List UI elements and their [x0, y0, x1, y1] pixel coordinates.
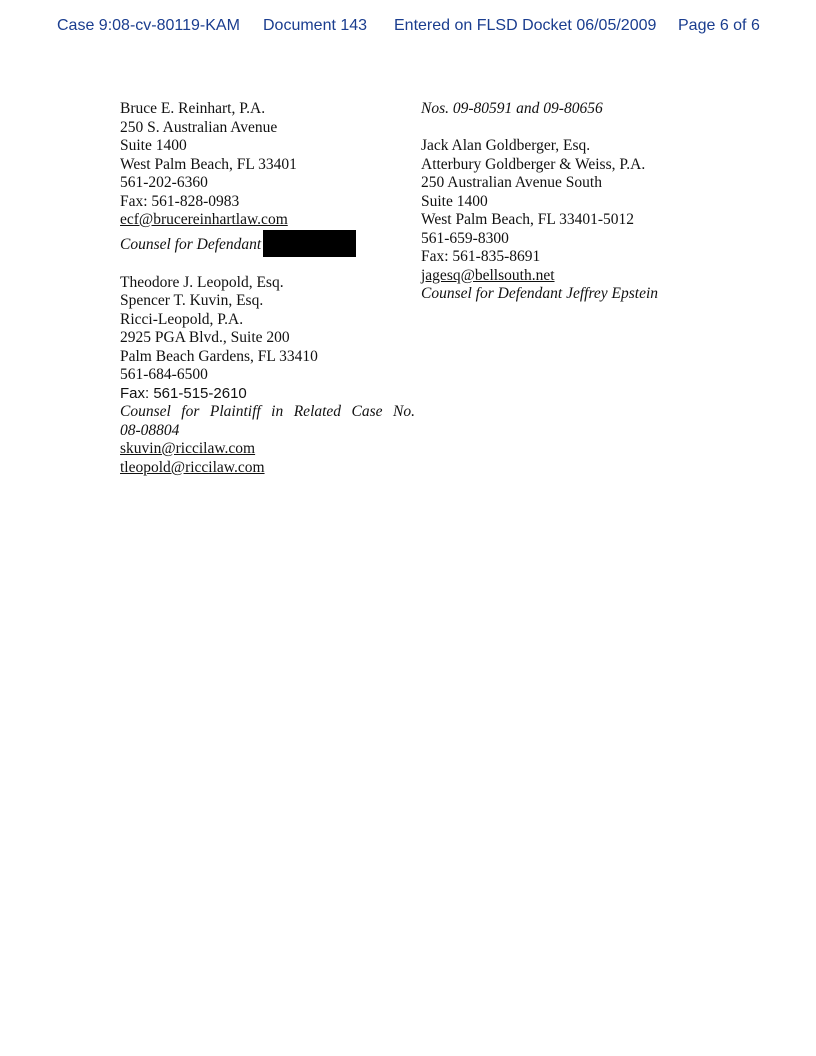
docket-entry-date: Entered on FLSD Docket 06/05/2009	[394, 17, 657, 34]
attorney-name: Jack Alan Goldberger, Esq.	[421, 137, 591, 154]
email-link[interactable]: ecf@brucereinhartlaw.com	[120, 211, 288, 228]
document-number: Document 143	[263, 17, 368, 34]
city-state-zip: West Palm Beach, FL 33401	[120, 155, 297, 173]
right-column	[421, 100, 721, 304]
goldberger-address-block	[421, 137, 721, 304]
city-state-zip: Palm Beach Gardens, FL 33410	[120, 347, 318, 365]
street-address: 250 S. Australian Avenue	[120, 118, 278, 136]
city-state-zip: West Palm Beach, FL 33401-5012	[421, 211, 634, 228]
fax: Fax: 561-828-0983	[120, 192, 240, 210]
suite: Suite 1400	[120, 137, 187, 154]
phone: 561-202-6360	[120, 174, 208, 191]
counsel-role: Counsel for Defendant	[120, 235, 262, 253]
spacer	[120, 257, 415, 274]
attorney-name: Spencer T. Kuvin, Esq.	[120, 292, 264, 309]
counsel-line	[120, 230, 415, 257]
email-link[interactable]: tleopold@riccilaw.com	[120, 458, 265, 476]
spacer	[421, 119, 721, 138]
left-column	[120, 100, 415, 477]
email-link[interactable]: skuvin@riccilaw.com	[120, 440, 256, 457]
page-number: Page 6 of 6	[678, 17, 760, 34]
firm-name: Atterbury Goldberger & Weiss, P.A.	[421, 155, 646, 173]
counsel-role: Counsel for Defendant Jeffrey Epstein	[421, 285, 659, 302]
case-numbers: Nos. 09-80591 and 09-80656	[421, 100, 603, 117]
attorney-name: Theodore J. Leopold, Esq.	[120, 273, 284, 291]
phone: 561-659-8300	[421, 229, 509, 247]
fax: Fax: 561-515-2610	[120, 384, 247, 402]
suite: Suite 1400	[421, 192, 488, 210]
firm-name: Bruce E. Reinhart, P.A.	[120, 100, 266, 117]
firm-name: Ricci-Leopold, P.A.	[120, 310, 244, 328]
redaction-box	[263, 230, 356, 257]
case-number: Case 9:08-cv-80119-KAM	[57, 17, 240, 34]
reinhart-address-block	[120, 100, 415, 257]
fax: Fax: 561-835-8691	[421, 248, 541, 265]
street-address: 250 Australian Avenue South	[421, 174, 602, 191]
email-link[interactable]: jagesq@bellsouth.net	[421, 266, 555, 284]
counsel-role: Counsel for Plaintiff in Related Case No.	[120, 403, 415, 420]
phone: 561-684-6500	[120, 366, 208, 383]
street-address: 2925 PGA Blvd., Suite 200	[120, 329, 290, 346]
leopold-address-block	[120, 274, 415, 478]
related-case-number: 08-08804	[120, 421, 180, 439]
